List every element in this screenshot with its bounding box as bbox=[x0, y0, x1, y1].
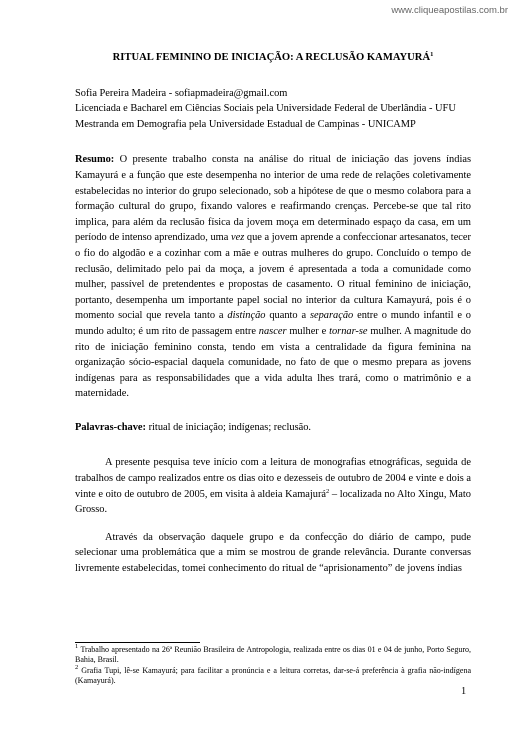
page-number: 1 bbox=[461, 686, 467, 697]
abstract-label: Resumo: bbox=[75, 154, 115, 166]
footnote-1 bbox=[75, 645, 471, 666]
author-program: Mestranda em Demografia pela Universidade Estadual de Campinas - UNICAMP bbox=[75, 118, 416, 130]
footnote-divider bbox=[75, 642, 200, 643]
abstract-text-3: quanto a bbox=[265, 310, 310, 322]
footnote-2 bbox=[75, 663, 471, 687]
footnote-1-ref: 1 bbox=[75, 643, 79, 650]
document-page bbox=[75, 50, 471, 577]
watermark-url[interactable]: www.cliqueapostilas.com.br bbox=[391, 5, 508, 16]
author-name-email: Sofia Pereira Madeira - sofiapmadeira@gmail.com bbox=[75, 87, 288, 99]
abstract bbox=[75, 152, 471, 402]
footnote-1-text: Trabalho apresentado na 26ª Reunião Brasileira de Antropologia, realizada entre os dias 01 e 04 de junho, Porto Seguro, Bahia, Brasil. bbox=[75, 645, 471, 665]
footnotes bbox=[75, 645, 471, 687]
keywords-label: Palavras-chave: bbox=[75, 421, 146, 433]
document-title bbox=[75, 50, 471, 66]
body-paragraph-1 bbox=[75, 455, 471, 517]
author-block bbox=[75, 86, 471, 133]
title-footnote-ref[interactable]: 1 bbox=[430, 51, 434, 58]
author-degree: Licenciada e Bacharel em Ciências Sociais pela Universidade Federal de Uberlândia - UFU bbox=[75, 103, 456, 115]
abstract-emphasis-4: nascer bbox=[258, 325, 287, 337]
footnote-ref-2[interactable]: 2 bbox=[326, 487, 330, 495]
abstract-text-6: mulher. A magnitude do rito de iniciação feminino consta, tendo em vista a centralidade da figura feminina na organização sócio-espacial daquela comunidade, no fato de que o mesmo prepara as jovens indígenas para as responsabilidades que a vida adulta lhes trará, como o matrimônio e a maternidade. bbox=[75, 325, 471, 400]
abstract-emphasis-5: tornar-se bbox=[329, 325, 368, 337]
footnote-2-text: Grafia Tupi, lê-se Kamayurá; para facilitar a pronúncia e a leitura corretas, dar-se-á preferência à grafia não-indígena (Kamayurá). bbox=[75, 665, 471, 686]
abstract-emphasis-1: vez bbox=[230, 232, 245, 244]
body-paragraph-1-text: A presente pesquisa teve início com a leitura de monografias etnográficas, seguida de trabalhos de campo realizados entre os dias oito e dezesseis de outubro de 2004 e vinte e dois a vinte e oito de outubro de 2005, em visita à aldeia Kamajurá bbox=[75, 457, 471, 500]
footnote-2-ref: 2 bbox=[75, 663, 79, 671]
body-paragraph-1-text-end: – localizada no Alto Xingu, Mato Grosso. bbox=[75, 488, 471, 516]
abstract-emphasis-2: distinção bbox=[227, 310, 266, 322]
abstract-text-2: que a jovem aprende a confeccionar artesanatos, tecer o fio do algodão e a cozinhar com a mãe e outras mulheres do grupo. Concluído o tempo de reclusão, delimitado pelo pai da moça, a jovem é apresentada a toda a comunidade como mulher, passível de pretendentes e propostas de casamento. O ritual feminino de iniciação, portanto, desempenha um importante papel social no interior da cultura Kamayurá, pois é o momento social que revela tanto a bbox=[75, 232, 471, 322]
abstract-text-5: mulher e bbox=[286, 325, 330, 337]
abstract-emphasis-3: separação bbox=[309, 310, 354, 322]
keywords bbox=[75, 420, 471, 436]
keywords-text: ritual de iniciação; indígenas; reclusão. bbox=[145, 421, 312, 433]
abstract-text-1: O presente trabalho consta na análise do ritual de iniciação das jovens índias Kamayurá e a função que este desempenha no interior de uma rede de relações coletivamente estabelecidas no interior do grupo selecionado, sob a hipótese de que o mesmo colabora para a formação cultural do grupo, fixando valores e reafirmando crenças. Percebe-se que tal rito implica, para além da reclusão física da jovem moça em determinado espaço da casa, em um período de intenso aprendizado, uma bbox=[75, 154, 471, 244]
body-paragraph-2: Através da observação daquele grupo e da confecção do diário de campo, pude selecionar uma problemática que a mim se mostrou de grande relevância. Durante conversas livremente estabelecidas, tomei conhecimento do ritual de “aprisionamento” de jovens índias bbox=[75, 531, 471, 575]
title-text: RITUAL FEMININO DE INICIAÇÃO: A RECLUSÃO KAMAYURÁ bbox=[112, 52, 431, 63]
abstract-text-4: entre o mundo infantil e o mundo adulto; é um rito de passagem entre bbox=[75, 310, 471, 337]
